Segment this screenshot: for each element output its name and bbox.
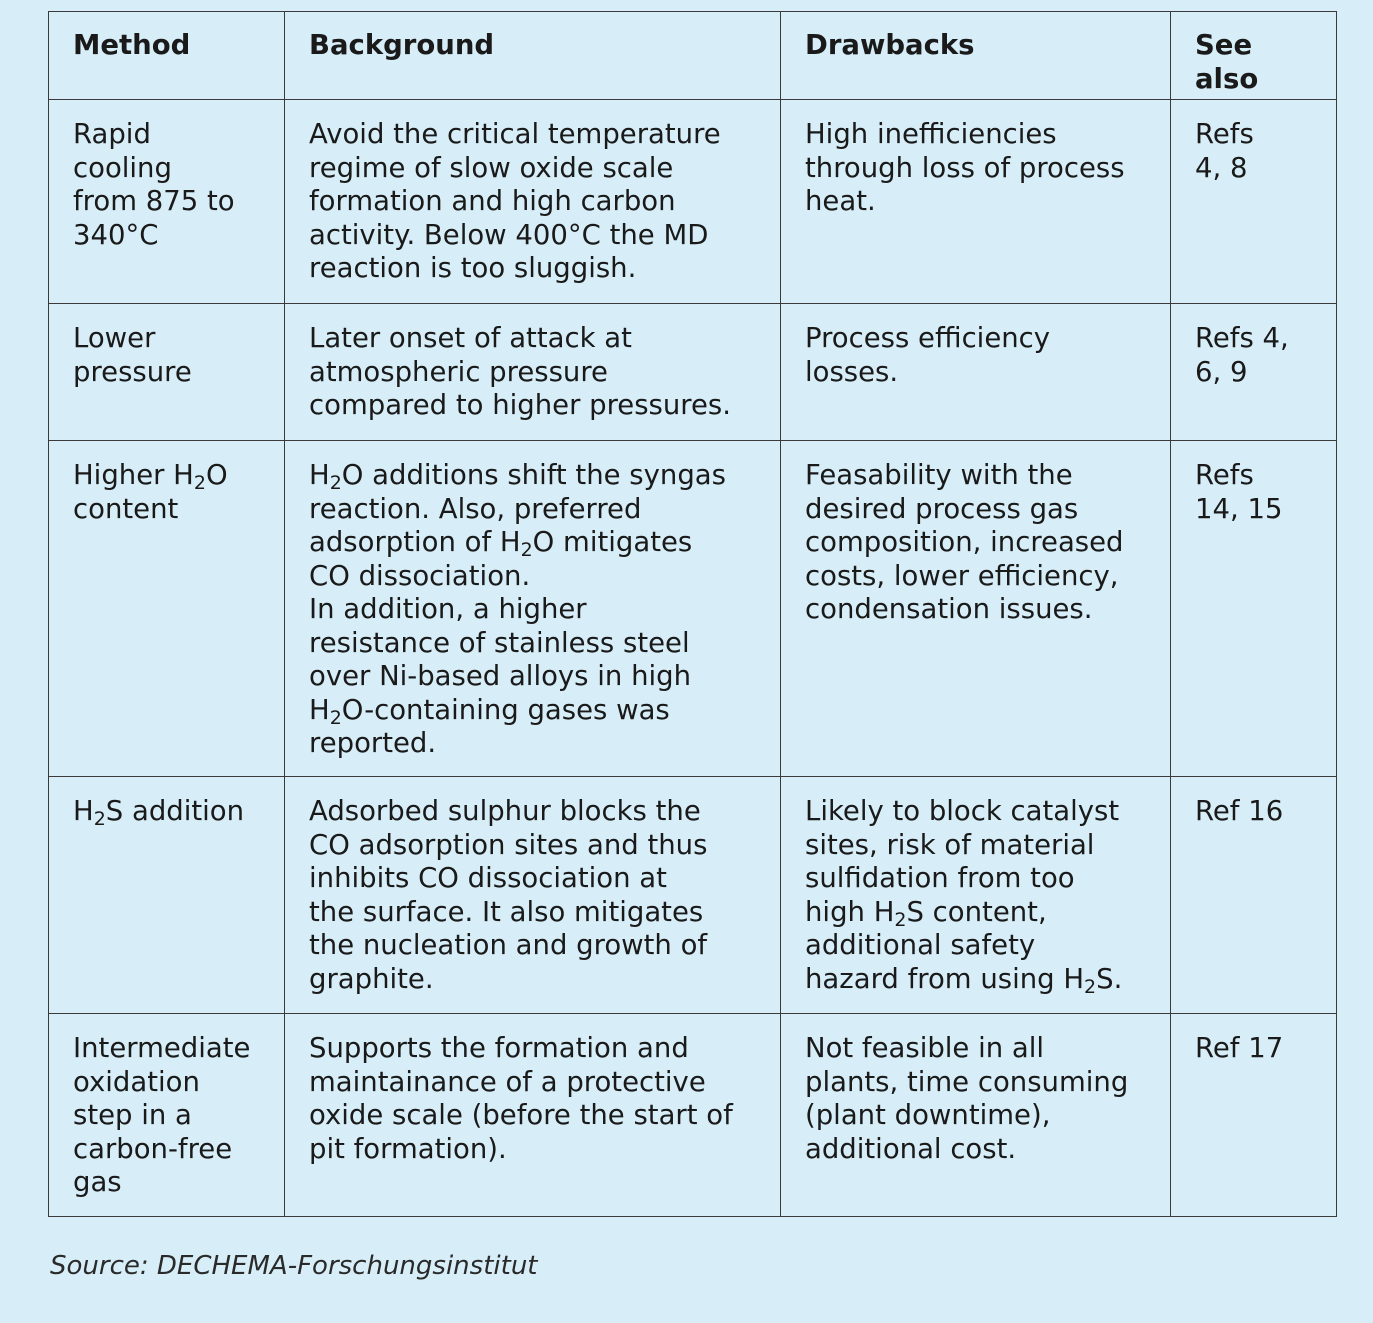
- header-background: Background: [285, 12, 781, 100]
- cell-drawbacks: High inefficiencies through loss of process heat.: [781, 100, 1171, 304]
- source-caption: Source: DECHEMA-Forschungsinstitut: [50, 1251, 538, 1281]
- cell-background: Supports the formation and maintainance of a protective oxide scale (before the start of pit formation).: [285, 1014, 781, 1217]
- cell-background: Later onset of attack at atmospheric pressure compared to higher pressures.: [285, 304, 781, 441]
- subscript: 2: [193, 472, 206, 494]
- cell-method: Rapid cooling from 875 to 340°C: [49, 100, 285, 304]
- cell-see-also: Refs 4, 8: [1171, 100, 1337, 304]
- table-row: [49, 1014, 1337, 1217]
- cell-see-also: Ref 17: [1171, 1014, 1337, 1217]
- background-text: H: [309, 459, 330, 491]
- methods-table: [48, 11, 1337, 1217]
- cell-method: Lower pressure: [49, 304, 285, 441]
- background-text: O mitigates CO dissociation. In addition, a higher resistance of stainless steel over Ni-based alloys in high H: [309, 526, 693, 726]
- methods-table-container: [48, 11, 1337, 1217]
- header-see-also: See also: [1171, 12, 1337, 100]
- subscript: 2: [329, 706, 342, 729]
- table-row: [49, 304, 1337, 441]
- drawbacks-text: S.: [1096, 962, 1123, 995]
- method-text: Higher H: [73, 459, 194, 491]
- cell-see-also: Ref 16: [1171, 777, 1337, 1014]
- background-text: O additions shift the syngas reaction. Also, preferred adsorption of H: [309, 459, 726, 558]
- method-text: S addition: [105, 795, 245, 827]
- table-row: [49, 441, 1337, 777]
- cell-method: Intermediate oxidation step in a carbon-free gas: [49, 1014, 285, 1217]
- cell-method: [49, 777, 285, 1014]
- subscript: 2: [1084, 975, 1097, 998]
- cell-see-also: Refs 14, 15: [1171, 441, 1337, 777]
- cell-drawbacks: [781, 777, 1171, 1014]
- cell-background: [285, 441, 781, 777]
- cell-drawbacks: Process efficiency losses.: [781, 304, 1171, 441]
- cell-drawbacks: Not feasible in all plants, time consuming (plant downtime), additional cost.: [781, 1014, 1171, 1217]
- table-header-row: [49, 12, 1337, 100]
- table-row: [49, 777, 1337, 1014]
- subscript: 2: [329, 472, 342, 494]
- subscript: 2: [520, 539, 533, 561]
- subscript: 2: [894, 908, 907, 931]
- method-text: O content: [73, 459, 228, 525]
- cell-method: [49, 441, 285, 777]
- drawbacks-text: Likely to block catalyst sites, risk of material sulfidation from too high H: [805, 795, 1120, 928]
- subscript: 2: [93, 808, 106, 830]
- header-method: Method: [49, 12, 285, 100]
- method-text: H: [73, 795, 94, 827]
- drawbacks-text: S content, additional safety hazard from using H: [805, 895, 1085, 995]
- background-text: O-containing gases was reported.: [309, 693, 670, 759]
- cell-background: Avoid the critical temperature regime of slow oxide scale formation and high carbon activity. Below 400°C the MD reaction is too sluggish.: [285, 100, 781, 304]
- header-drawbacks: Drawbacks: [781, 12, 1171, 100]
- cell-background: Adsorbed sulphur blocks the CO adsorption sites and thus inhibits CO dissociation at the surface. It also mitigates the nucleation and growth of graphite.: [285, 777, 781, 1014]
- cell-drawbacks: Feasability with the desired process gas composition, increased costs, lower efficiency, condensation issues.: [781, 441, 1171, 777]
- table-row: [49, 100, 1337, 304]
- cell-see-also: Refs 4, 6, 9: [1171, 304, 1337, 441]
